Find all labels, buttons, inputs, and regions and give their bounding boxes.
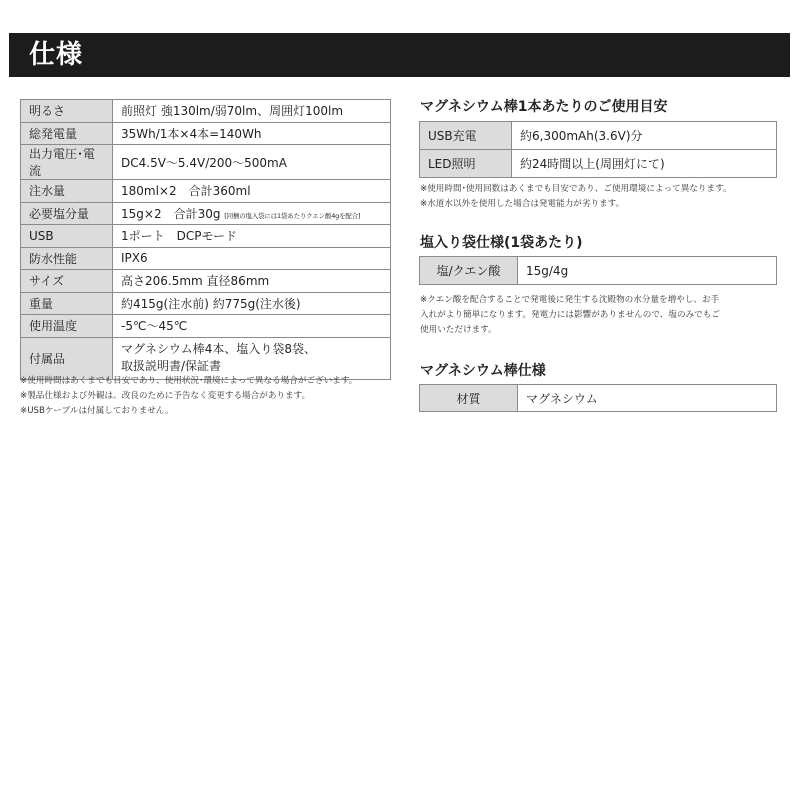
note-line: ※使用時間･使用回数はあくまでも目安であり、ご使用環境によって異なります。 — [420, 184, 732, 194]
spec-value: マグネシウム — [518, 385, 777, 412]
spec-key: サイズ — [21, 270, 113, 293]
table-row — [21, 100, 391, 123]
spec-value-line: 取扱説明書/保証書 — [121, 359, 222, 373]
note-line: ※使用時間はあくまでも目安であり、使用状況･環境によって異なる場合がございます。 — [20, 376, 358, 386]
spec-key: 総発電量 — [21, 122, 113, 145]
spec-key: 注水量 — [21, 180, 113, 203]
spec-key: USB — [21, 225, 113, 248]
table-row — [420, 150, 777, 178]
salt-bag-title: 塩入り袋仕様(1袋あたり) — [420, 235, 583, 251]
spec-value: -5℃〜45℃ — [113, 315, 391, 338]
mg-spec-title: マグネシウム棒仕様 — [420, 363, 546, 379]
spec-value-small-note: [同梱の塩入袋には1袋あたりクエン酸4gを配合] — [224, 211, 361, 220]
spec-key: LED照明 — [420, 150, 512, 178]
spec-value: 高さ206.5mm 直径86mm — [113, 270, 391, 293]
table-row — [21, 337, 391, 379]
table-row — [21, 122, 391, 145]
spec-key: 必要塩分量 — [21, 202, 113, 225]
table-row — [420, 385, 777, 412]
note-line: ※USBケーブルは付属しておりません。 — [20, 406, 174, 416]
spec-key: USB充電 — [420, 122, 512, 150]
spec-key: 使用温度 — [21, 315, 113, 338]
spec-value: 前照灯 強130lm/弱70lm、周囲灯100lm — [113, 100, 391, 123]
spec-value-main: 15g×2 合計30g — [121, 206, 221, 221]
spec-key: 防水性能 — [21, 247, 113, 270]
main-spec-table — [20, 99, 391, 380]
page-title: 仕様 — [29, 40, 84, 70]
table-row — [21, 247, 391, 270]
spec-value: 15g/4g — [518, 257, 777, 285]
spec-value: 約415g(注水前) 約775g(注水後) — [113, 292, 391, 315]
note-line: 使用いただけます。 — [420, 325, 497, 335]
mg-usage-notes — [420, 182, 790, 212]
note-line: 入れがより簡単になります。発電力には影響がありませんので、塩のみでもご — [420, 310, 720, 320]
spec-key: 付属品 — [21, 337, 113, 379]
header-bar — [9, 33, 790, 77]
spec-key: 明るさ — [21, 100, 113, 123]
spec-value: IPX6 — [113, 247, 391, 270]
table-row — [21, 145, 391, 180]
spec-value: 180ml×2 合計360ml — [113, 180, 391, 203]
spec-value: 1ポート DCPモード — [113, 225, 391, 248]
spec-value — [113, 337, 391, 379]
spec-key: 重量 — [21, 292, 113, 315]
spec-value-line: マグネシウム棒4本、塩入り袋8袋、 — [121, 342, 317, 356]
salt-bag-table — [419, 256, 777, 285]
spec-value: 35Wh/1本×4本=140Wh — [113, 122, 391, 145]
salt-bag-notes — [420, 293, 780, 338]
spec-key: 塩/クエン酸 — [420, 257, 518, 285]
table-row — [21, 292, 391, 315]
note-line: ※クエン酸を配合することで発電後に発生する沈殿物の水分量を増やし、お手 — [420, 295, 720, 305]
table-row — [21, 180, 391, 203]
left-notes — [20, 374, 400, 419]
note-line: ※製品仕様および外観は、改良のために予告なく変更する場合があります。 — [20, 391, 311, 401]
mg-spec-table — [419, 384, 777, 412]
spec-value — [113, 202, 391, 225]
spec-value: DC4.5V〜5.4V/200〜500mA — [113, 145, 391, 180]
spec-value: 約6,300mAh(3.6V)分 — [512, 122, 777, 150]
note-line: ※水道水以外を使用した場合は発電能力が劣ります。 — [420, 199, 625, 209]
spec-key: 出力電圧･電流 — [21, 145, 113, 180]
table-row — [21, 225, 391, 248]
table-row — [420, 122, 777, 150]
mg-usage-table — [419, 121, 777, 178]
table-row — [420, 257, 777, 285]
table-row — [21, 315, 391, 338]
mg-usage-title: マグネシウム棒1本あたりのご使用目安 — [420, 99, 668, 115]
spec-value: 約24時間以上(周囲灯にて) — [512, 150, 777, 178]
table-row — [21, 202, 391, 225]
table-row — [21, 270, 391, 293]
spec-key: 材質 — [420, 385, 518, 412]
